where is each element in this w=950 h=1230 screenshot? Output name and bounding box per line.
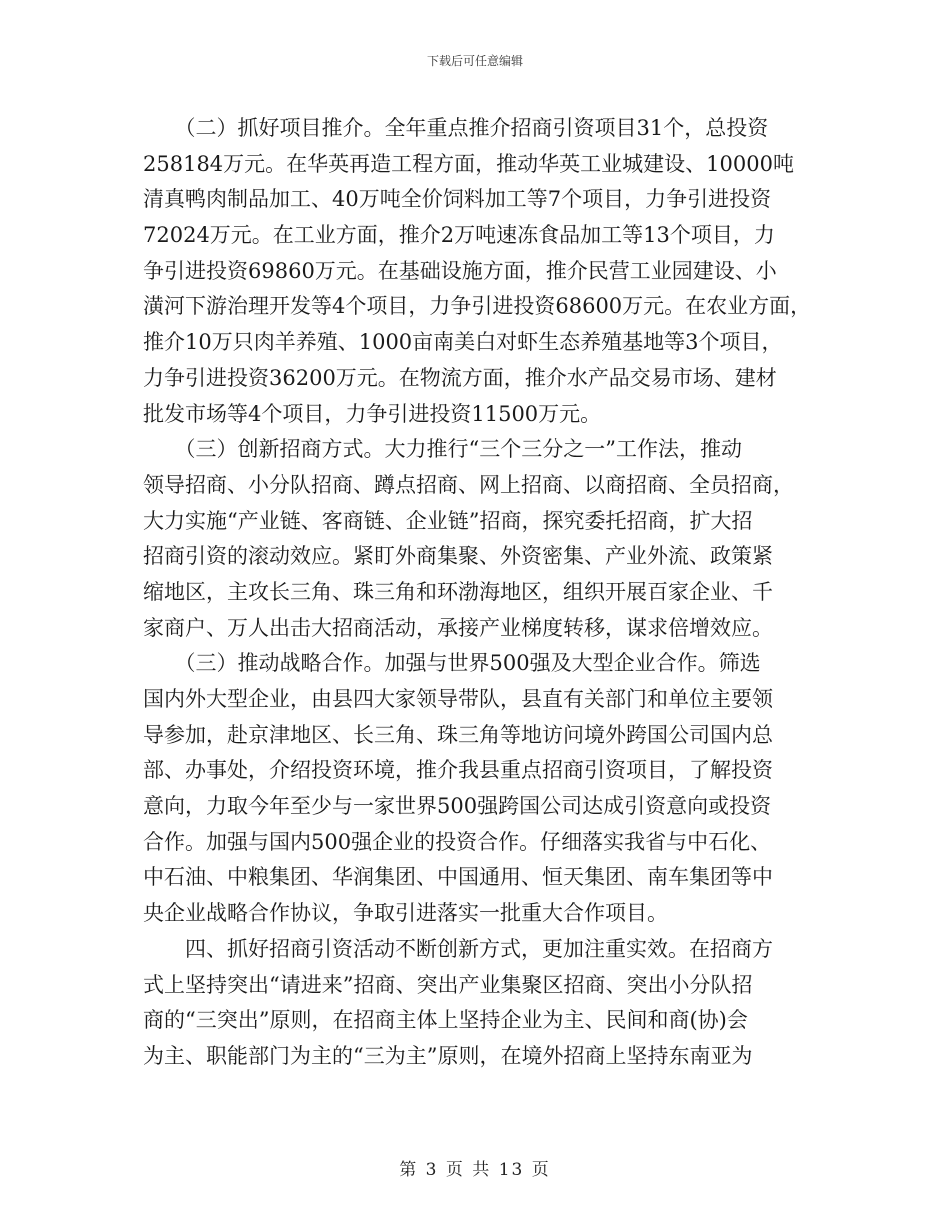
text-line: 国内外大型企业，由县四大家领导带队，县直有关部门和单位主要领 — [143, 687, 773, 711]
text-line: 批发市场等4个项目，力争引进投资11500万元。 — [143, 401, 602, 426]
text-line: （二）抓好项目推介。全年重点推介招商引资项目31个，总投资 — [143, 116, 769, 140]
text-line: 争引进投资69860万元。在基础设施方面，推介民营工业园建设、小 — [143, 258, 777, 283]
text-line: 式上坚持突出“请进来”招商、突出产业集聚区招商、突出小分队招 — [143, 972, 753, 997]
text-line: 中石油、中粮集团、华润集团、中国通用、恒天集团、南车集团等中 — [143, 865, 773, 890]
text-line: 家商户、万人出击大招商活动，承接产业梯度转移，谋求倍增效应。 — [143, 615, 773, 640]
text-line: （三）推动战略合作。加强与世界500强及大型企业合作。筛选 — [143, 651, 761, 676]
text-line: 合作。加强与国内500强企业的投资合作。仔细落实我省与中石化、 — [143, 829, 772, 854]
text-line: 央企业战略合作协议，争取引进落实一批重大合作项目。 — [143, 901, 668, 926]
text-line: 72024万元。在工业方面，推介2万吨速冻食品加工等13个项目，力 — [143, 223, 775, 248]
text-line: 商的“三突出”原则，在招商主体上坚持企业为主、民间和商(协)会 — [143, 1008, 748, 1033]
text-line: 为主、职能部门为主的“三为主”原则，在境外招商上坚持东南亚为 — [143, 1043, 753, 1068]
text-line: 意向，力取今年至少与一家世界500强跨国公司达成引资意向或投资 — [143, 794, 772, 819]
text-line: 大力实施“产业链、客商链、企业链”招商，探究委托招商，扩大招 — [143, 508, 753, 533]
text-line: 四、抓好招商引资活动不断创新方式，更加注重实效。在招商方 — [143, 936, 773, 961]
text-line: 招商引资的滚动效应。紧盯外商集聚、外资密集、产业外流、政策紧 — [143, 544, 773, 569]
page-footer: 第 3 页 共 13 页 — [399, 1160, 551, 1180]
page-header: 下载后可任意编辑 — [426, 54, 523, 68]
text-line: 推介10万只肉羊养殖、1000亩南美白对虾生态养殖基地等3个项目， — [143, 330, 783, 355]
text-line: 缩地区，主攻长三角、珠三角和环渤海地区，组织开展百家企业、千 — [143, 579, 773, 604]
text-line: 258184万元。在华英再造工程方面，推动华英工业城建设、10000吨 — [143, 151, 794, 176]
text-line: 部、办事处，介绍投资环境，推介我县重点招商引资项目，了解投资 — [143, 758, 773, 783]
text-line: 潢河下游治理开发等4个项目，力争引进投资68600万元。在农业方面， — [143, 294, 812, 319]
text-line: 领导招商、小分队招商、蹲点招商、网上招商、以商招商、全员招商， — [143, 472, 794, 497]
text-line: 清真鸭肉制品加工、40万吨全价饲料加工等7个项目，力争引进投资 — [143, 187, 772, 212]
document-body — [143, 111, 825, 1075]
text-line: 导参加，赴京津地区、长三角、珠三角等地访问境外跨国公司国内总 — [143, 722, 773, 747]
text-line: 力争引进投资36200万元。在物流方面，推介水产品交易市场、建材 — [143, 365, 777, 390]
text-line: （三）创新招商方式。大力推行“三个三分之一”工作法，推动 — [143, 437, 742, 462]
